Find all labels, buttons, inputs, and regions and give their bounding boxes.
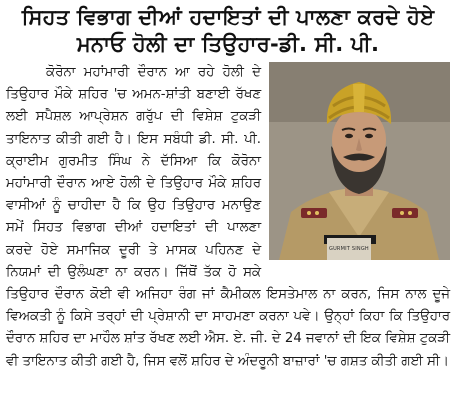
headline: ਸਿਹਤ ਵਿਭਾਗ ਦੀਆਂ ਹਦਾਇਤਾਂ ਦੀ ਪਾਲਣਾ ਕਰਦੇ ਹੋਏ ਮਨਾਓ ਹੋਲੀ ਦਾ ਤਿਉਹਾਰ-ਡੀ. ਸੀ. ਪੀ. (21, 5, 435, 56)
article-body (6, 62, 450, 373)
article-paragraph: ਕੋਰੋਨਾ ਮਹਾਂਮਾਰੀ ਦੌਰਾਨ ਆ ਰਹੇ ਹੋਲੀ ਦੇ ਤਿਉਹਾਰ ਮੌਕੇ ਸ਼ਹਿਰ 'ਚ ਅਮਨ-ਸ਼ਾਂਤੀ ਬਣਾਈ ਰੱਖਣ ਲਈ ਸਪੈਸ਼ਲ ਆਪ੍ਰੇਸ਼ਨ ਗਰੁੱਪ ਦੀ ਵਿਸ਼ੇਸ਼ ਟੁਕੜੀ ਤਾਇਨਾਤ ਕੀਤੀ ਗਈ ਹੈ। ਇਸ ਸਬੰਧੀ ਡੀ. ਸੀ. ਪੀ. ਕ੍ਰਾਈਮ ਗੁਰਮੀਤ ਸਿੰਘ ਨੇ ਦੱਸਿਆ ਕਿ ਕੋਰੋਨਾ ਮਹਾਂਮਾਰੀ ਦੌਰਾਨ ਆਏ ਹੋਲੀ ਦੇ ਤਿਉਹਾਰ ਮੌਕੇ ਸ਼ਹਿਰ ਵਾਸੀਆਂ ਨੂੰ ਚਾਹੀਦਾ ਹੈ ਕਿ ਉਹ ਤਿਉਹਾਰ ਮਨਾਉਣ ਸਮੇਂ ਸਿਹਤ ਵਿਭਾਗ ਦੀਆਂ ਹਦਾਇਤਾਂ ਦੀ ਪਾਲਣਾ ਕਰਦੇ ਹੋਏ ਸਮਾਜਿਕ ਦੂਰੀ ਤੇ ਮਾਸਕ ਪਹਿਨਣ ਦੇ ਨਿਯਮਾਂ ਦੀ ਉਲੰਘਣਾ ਨਾ ਕਰਨ। ਜਿੱਥੋਂ ਤੱਕ ਹੋ ਸਕੇ ਤਿਉਹਾਰ ਦੌਰਾਨ ਕੋਈ ਵੀ ਅਜਿਹਾ ਰੰਗ ਜਾਂ ਕੈਮੀਕਲ ਇਸਤੇਮਾਲ ਨਾ ਕਰਨ, ਜਿਸ ਨਾਲ ਦੂਜੇ ਵਿਅਕਤੀ ਨੂੰ ਕਿਸੇ ਤਰ੍ਹਾਂ ਦੀ ਪ੍ਰੇਸ਼ਾਨੀ ਦਾ ਸਾਹਮਣਾ ਕਰਨਾ ਪਵੇ। ਉਨ੍ਹਾਂ ਕਿਹਾ ਕਿ ਤਿਉਹਾਰ ਦੌਰਾਨ ਸ਼ਹਿਰ ਦਾ ਮਾਹੌਲ ਸ਼ਾਂਤ ਰੱਖਣ ਲਈ ਐਸ. ਏ. ਜੀ. ਦੇ 24 ਜਵਾਨਾਂ ਦੀ ਇਕ ਵਿਸ਼ੇਸ਼ ਟੁਕੜੀ ਵੀ ਤਾਇਨਾਤ ਕੀਤੀ ਗਈ ਹੈ, ਜਿਸ ਵਲੋਂ ਸ਼ਹਿਰ ਦੇ ਅੰਦਰੂਨੀ ਬਾਜ਼ਾਰਾਂ 'ਚ ਗਸ਼ਤ ਕੀਤੀ ਗਈ ਸੀ। (6, 65, 450, 369)
officer-portrait (269, 62, 450, 260)
dcp-photo (269, 62, 450, 260)
photo-nametag: GURMIT SINGH (327, 238, 371, 260)
